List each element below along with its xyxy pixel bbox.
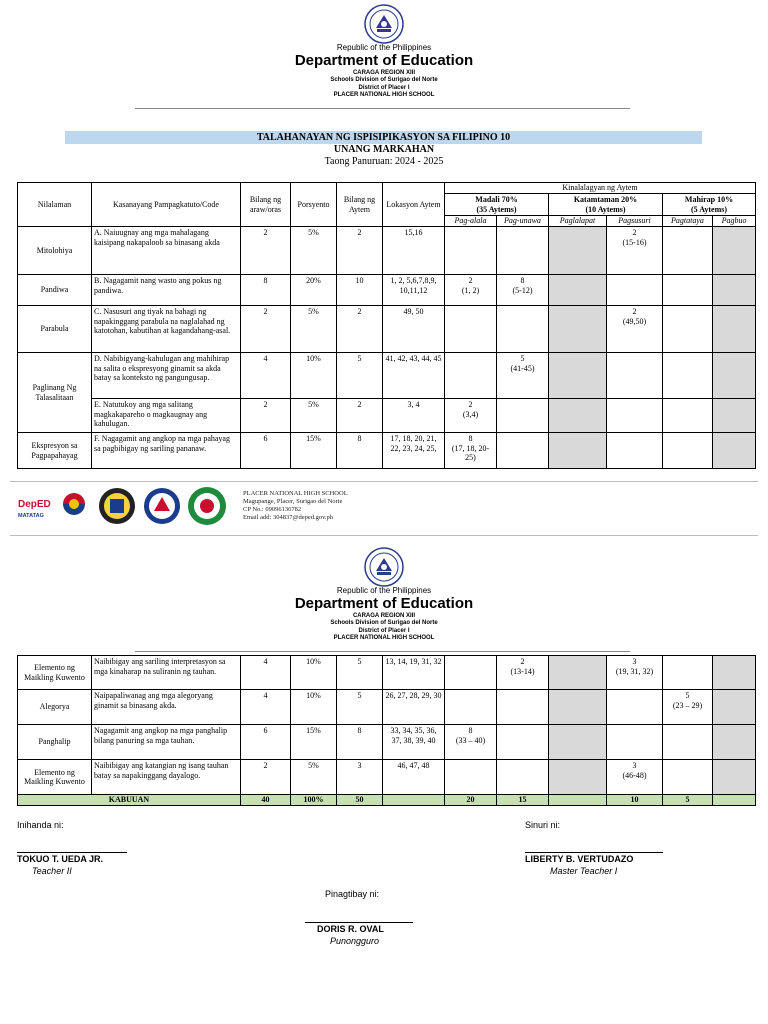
- cell-nilalaman: Mitolohiya: [18, 227, 92, 275]
- republic-label: Republic of the Philippines: [336, 43, 432, 52]
- cell-araw: 4: [241, 353, 291, 399]
- school-emblem: [187, 486, 227, 526]
- cell-pag-unawa: 5 (41-45): [497, 353, 549, 399]
- checked-by-name: LIBERTY B. VERTUDAZO: [525, 854, 634, 864]
- cell-pag-unawa: 2 (13-14): [497, 656, 549, 690]
- cell-kasanayan: Naipapaliwanag ang mga alegoryang ginamit sa binasang akda.: [92, 690, 241, 725]
- cell-kasanayan: F. Nagagamit ang angkop na mga pahayag sa pagbibigay ng sariling pananaw.: [92, 433, 241, 469]
- cell-kasanayan: Naibibigay ang katangian ng isang tauhan batay sa napakinggang dayalogo.: [92, 760, 241, 795]
- cell-pag-alala: [445, 690, 497, 725]
- school-label: PLACER NATIONAL HIGH SCHOOL: [333, 92, 435, 98]
- checked-signature-line: [525, 852, 663, 853]
- approved-signature-line: [305, 922, 413, 923]
- total-pag-alala: 20: [445, 795, 497, 806]
- cell-paglalapat: [549, 656, 607, 690]
- cell-pagsusuri: 3 (19, 31, 32): [607, 656, 663, 690]
- footer-school-name: PLACER NATIONAL HIGH SCHOOL: [243, 490, 348, 497]
- cell-pagtataya: [663, 353, 713, 399]
- republic-label-2: Republic of the Philippines: [336, 586, 432, 595]
- district-label-2: District of Placer I: [358, 628, 410, 634]
- cell-pag-unawa: 8 (5-12): [497, 275, 549, 306]
- cell-paglalapat: [549, 433, 607, 469]
- header-pagtataya: Pagtataya: [663, 216, 713, 227]
- cell-nilalaman: Pandiwa: [18, 275, 92, 306]
- cell-pag-alala: [445, 353, 497, 399]
- table-row: [18, 227, 756, 275]
- division-label: Schools Division of Surigao del Norte: [330, 77, 438, 83]
- cell-lokasyon: 41, 42, 43, 44, 45: [383, 353, 445, 399]
- cell-paglalapat: [549, 227, 607, 275]
- cell-pagbuo: [713, 725, 756, 760]
- total-lokasyon: [383, 795, 445, 806]
- header-kinalalagyan: Kinalalagyan ng Aytem: [445, 183, 756, 194]
- cell-pagsusuri: [607, 275, 663, 306]
- table-row: [18, 275, 756, 306]
- header-pagbuo: Pagbuo: [713, 216, 756, 227]
- cell-araw: 2: [241, 227, 291, 275]
- cell-araw: 2: [241, 399, 291, 433]
- bagong-pilipinas-logo: [59, 489, 89, 519]
- cell-kasanayan: D. Nabibigyang-kahulugan ang mahihirap na salita o ekspresyong ginamit sa akda batay sa konteksto ng pangungusap.: [92, 353, 241, 399]
- footer-school-cp: CP No.: 09096136782: [243, 506, 302, 513]
- cell-araw: 4: [241, 690, 291, 725]
- checked-by-role: Master Teacher I: [550, 866, 618, 876]
- header-lokasyon: Lokasyon Aytem: [383, 183, 445, 227]
- cell-nilalaman: Alegorya: [18, 690, 92, 725]
- cell-pagsusuri: [607, 433, 663, 469]
- cell-pagbuo: [713, 353, 756, 399]
- cell-pag-alala: [445, 760, 497, 795]
- cell-pag-alala: 2 (3,4): [445, 399, 497, 433]
- total-paglalapat: [549, 795, 607, 806]
- cell-pagtataya: [663, 656, 713, 690]
- header-pagsusuri: Pagsusuri: [607, 216, 663, 227]
- header-pag-unawa: Pag-unawa: [497, 216, 549, 227]
- cell-pagbuo: [713, 306, 756, 353]
- prepared-by-role: Teacher II: [32, 866, 72, 876]
- approved-by-label: Pinagtibay ni:: [325, 889, 380, 899]
- region-label: CARAGA REGION XIII: [352, 70, 416, 76]
- cell-lokasyon: 26, 27, 28, 29, 30: [383, 690, 445, 725]
- cell-pagtataya: [663, 306, 713, 353]
- department-title: Department of Education: [294, 52, 474, 69]
- cell-kasanayan: E. Natutukoy ang mga salitang magkakapareho o magkaugnay ang kahulugan.: [92, 399, 241, 433]
- total-row: [18, 795, 756, 806]
- svg-text:DepED: DepED: [18, 499, 51, 510]
- header-bilang-araw: Bilang ng araw/oras: [241, 183, 291, 227]
- cell-porsyento: 5%: [291, 760, 337, 795]
- footer-school-address: Magupange, Placer, Surigao del Norte: [243, 498, 343, 505]
- total-label: KABUUAN: [18, 795, 241, 806]
- header-katamtaman: [549, 194, 663, 216]
- tos-table-page1: [17, 182, 756, 469]
- cell-lokasyon: 13, 14, 19, 31, 32: [383, 656, 445, 690]
- approved-by-role: Punongguro: [330, 936, 380, 946]
- cell-pagtataya: 5 (23 – 29): [663, 690, 713, 725]
- cell-pagtataya: [663, 275, 713, 306]
- cell-aytem: 2: [337, 227, 383, 275]
- district-label: District of Placer I: [358, 85, 410, 91]
- cell-nilalaman: Elemento ng Maikling Kuwento: [18, 656, 92, 690]
- cell-paglalapat: [549, 353, 607, 399]
- header-madali: [445, 194, 549, 216]
- cell-aytem: 10: [337, 275, 383, 306]
- cell-paglalapat: [549, 275, 607, 306]
- cell-araw: 6: [241, 725, 291, 760]
- total-araw: 40: [241, 795, 291, 806]
- prepared-by-label: Inihanda ni:: [17, 820, 64, 830]
- cell-pagsusuri: 2 (15-16): [607, 227, 663, 275]
- total-pagbuo: [713, 795, 756, 806]
- table-row: [18, 306, 756, 353]
- katamtaman-label: Katamtaman 20%: [573, 195, 638, 204]
- cell-pag-alala: [445, 306, 497, 353]
- cell-pagtataya: [663, 227, 713, 275]
- cell-lokasyon: 15,16: [383, 227, 445, 275]
- school-label-2: PLACER NATIONAL HIGH SCHOOL: [333, 635, 435, 641]
- header-bilang-aytem: Bilang ng Aytem: [337, 183, 383, 227]
- cell-pag-unawa: [497, 399, 549, 433]
- cell-porsyento: 10%: [291, 353, 337, 399]
- placer-school-seal: [143, 487, 181, 525]
- cell-pag-alala: 8 (17, 18, 20-25): [445, 433, 497, 469]
- footer-divider: [10, 481, 758, 482]
- cell-aytem: 5: [337, 353, 383, 399]
- header-paglalapat: Paglalapat: [549, 216, 607, 227]
- total-aytem: 50: [337, 795, 383, 806]
- cell-pagsusuri: [607, 353, 663, 399]
- cell-pag-unawa: [497, 760, 549, 795]
- cell-araw: 6: [241, 433, 291, 469]
- cell-porsyento: 10%: [291, 690, 337, 725]
- prepared-signature-line: [17, 852, 127, 853]
- katamtaman-sub-label: (10 Aytems): [585, 204, 626, 214]
- cell-pagtataya: [663, 760, 713, 795]
- total-porsyento: 100%: [291, 795, 337, 806]
- cell-pagtataya: [663, 399, 713, 433]
- table-row: [18, 353, 756, 399]
- cell-pagbuo: [713, 656, 756, 690]
- cell-pag-unawa: [497, 433, 549, 469]
- school-year-label: Taong Panuruan: 2024 - 2025: [324, 156, 444, 167]
- mahirap-sub-label: (5 Aytems): [690, 204, 728, 214]
- table-row: [18, 725, 756, 760]
- cell-aytem: 2: [337, 399, 383, 433]
- cell-pagtataya: [663, 725, 713, 760]
- cell-porsyento: 5%: [291, 399, 337, 433]
- header-divider-2: [135, 651, 630, 652]
- cell-lokasyon: 33, 34, 35, 36, 37, 38, 39, 40: [383, 725, 445, 760]
- cell-pag-alala: [445, 227, 497, 275]
- cell-paglalapat: [549, 399, 607, 433]
- cell-pagsusuri: [607, 690, 663, 725]
- cell-nilalaman: Ekspresyon sa Pagpapahayag: [18, 433, 92, 469]
- cell-araw: 2: [241, 306, 291, 353]
- cell-porsyento: 15%: [291, 725, 337, 760]
- cell-kasanayan: Naibibigay ang sariling interpretasyon sa mga kinaharap na suliranin ng tauhan.: [92, 656, 241, 690]
- cell-pag-unawa: [497, 227, 549, 275]
- table-row: [18, 760, 756, 795]
- cell-paglalapat: [549, 690, 607, 725]
- deped-matatag-logo: [17, 489, 51, 525]
- cell-aytem: 8: [337, 725, 383, 760]
- cell-porsyento: 20%: [291, 275, 337, 306]
- cell-pagsusuri: 3 (46-48): [607, 760, 663, 795]
- cell-lokasyon: 17, 18, 20, 21, 22, 23, 24, 25,: [383, 433, 445, 469]
- cell-pagbuo: [713, 399, 756, 433]
- header-divider: [135, 108, 630, 109]
- cell-porsyento: 5%: [291, 306, 337, 353]
- cell-aytem: 8: [337, 433, 383, 469]
- header-kasanayan: Kasanayang Pampagkatuto/Code: [92, 183, 241, 227]
- cell-pagbuo: [713, 690, 756, 725]
- cell-pag-unawa: [497, 725, 549, 760]
- cell-nilalaman: Elemento ng Maikling Kuwento: [18, 760, 92, 795]
- cell-aytem: 5: [337, 690, 383, 725]
- header-pag-alala: Pag-alala: [445, 216, 497, 227]
- madali-sub-label: (35 Aytems): [476, 204, 517, 214]
- table-row: [18, 433, 756, 469]
- cell-porsyento: 15%: [291, 433, 337, 469]
- cell-aytem: 2: [337, 306, 383, 353]
- cell-lokasyon: 1, 2, 5,6,7,8,9, 10,11,12: [383, 275, 445, 306]
- cell-aytem: 3: [337, 760, 383, 795]
- cell-kasanayan: C. Nasusuri ang tiyak na bahagi ng napakinggang parabula na naglalahad ng katotohan, kabutihan at kagandahang-asal.: [92, 306, 241, 353]
- cell-araw: 2: [241, 760, 291, 795]
- cell-pag-alala: 2 (1, 2): [445, 275, 497, 306]
- cell-pagbuo: [713, 760, 756, 795]
- deped-division-seal: [98, 487, 136, 525]
- cell-pagbuo: [713, 433, 756, 469]
- footer-school-info: [243, 490, 348, 522]
- quarter-label: UNANG MARKAHAN: [333, 144, 435, 155]
- cell-porsyento: 10%: [291, 656, 337, 690]
- cell-nilalaman: Paglinang Ng Talasalitaan: [18, 353, 92, 433]
- cell-lokasyon: 49, 50: [383, 306, 445, 353]
- cell-pag-unawa: [497, 690, 549, 725]
- cell-pag-alala: 8 (33 – 40): [445, 725, 497, 760]
- cell-porsyento: 5%: [291, 227, 337, 275]
- cell-nilalaman: Panghalip: [18, 725, 92, 760]
- cell-paglalapat: [549, 760, 607, 795]
- cell-araw: 4: [241, 656, 291, 690]
- total-pagsusuri: 10: [607, 795, 663, 806]
- madali-label: Madali 70%: [475, 195, 518, 204]
- document-title: TALAHANAYAN NG ISPISIPIKASYON SA FILIPINO 10: [65, 131, 702, 144]
- deped-seal-icon: [364, 4, 404, 44]
- svg-text:MATATAG: MATATAG: [18, 513, 44, 519]
- prepared-by-name: TOKUO T. UEDA JR.: [17, 854, 104, 864]
- cell-nilalaman: Parabula: [18, 306, 92, 353]
- cell-kasanayan: A. Naiuugnay ang mga mahalagang kaisipang nakapaloob sa binasang akda: [92, 227, 241, 275]
- footer-school-email: Email add: 304837@deped.gov.ph: [243, 514, 334, 521]
- cell-lokasyon: 46, 47, 48: [383, 760, 445, 795]
- table-row: [18, 656, 756, 690]
- region-label-2: CARAGA REGION XIII: [352, 613, 416, 619]
- cell-kasanayan: B. Nagagamit nang wasto ang pokus ng pandiwa.: [92, 275, 241, 306]
- division-label-2: Schools Division of Surigao del Norte: [330, 620, 438, 626]
- total-pag-unawa: 15: [497, 795, 549, 806]
- approved-by-name: DORIS R. OVAL: [317, 924, 384, 934]
- department-title-2: Department of Education: [294, 595, 474, 612]
- cell-pagbuo: [713, 227, 756, 275]
- mahirap-label: Mahirap 10%: [684, 195, 734, 204]
- header-mahirap: [663, 194, 756, 216]
- deped-seal-icon-2: [364, 547, 404, 587]
- cell-paglalapat: [549, 306, 607, 353]
- cell-pagsusuri: [607, 399, 663, 433]
- header-porsyento: Porsyento: [291, 183, 337, 227]
- cell-paglalapat: [549, 725, 607, 760]
- cell-araw: 8: [241, 275, 291, 306]
- page-break-line: [10, 535, 758, 536]
- cell-pagbuo: [713, 275, 756, 306]
- tos-table-page2: [17, 655, 756, 806]
- cell-pagsusuri: [607, 725, 663, 760]
- cell-pagtataya: [663, 433, 713, 469]
- table-row: [18, 399, 756, 433]
- total-pagtataya: 5: [663, 795, 713, 806]
- cell-pag-alala: [445, 656, 497, 690]
- cell-pag-unawa: [497, 306, 549, 353]
- cell-aytem: 5: [337, 656, 383, 690]
- cell-lokasyon: 3, 4: [383, 399, 445, 433]
- table-row: [18, 690, 756, 725]
- cell-pagsusuri: 2 (49,50): [607, 306, 663, 353]
- header-nilalaman: Nilalaman: [18, 183, 92, 227]
- checked-by-label: Sinuri ni:: [525, 820, 561, 830]
- cell-kasanayan: Nagagamit ang angkop na mga panghalip bilang panuring sa mga tauhan.: [92, 725, 241, 760]
